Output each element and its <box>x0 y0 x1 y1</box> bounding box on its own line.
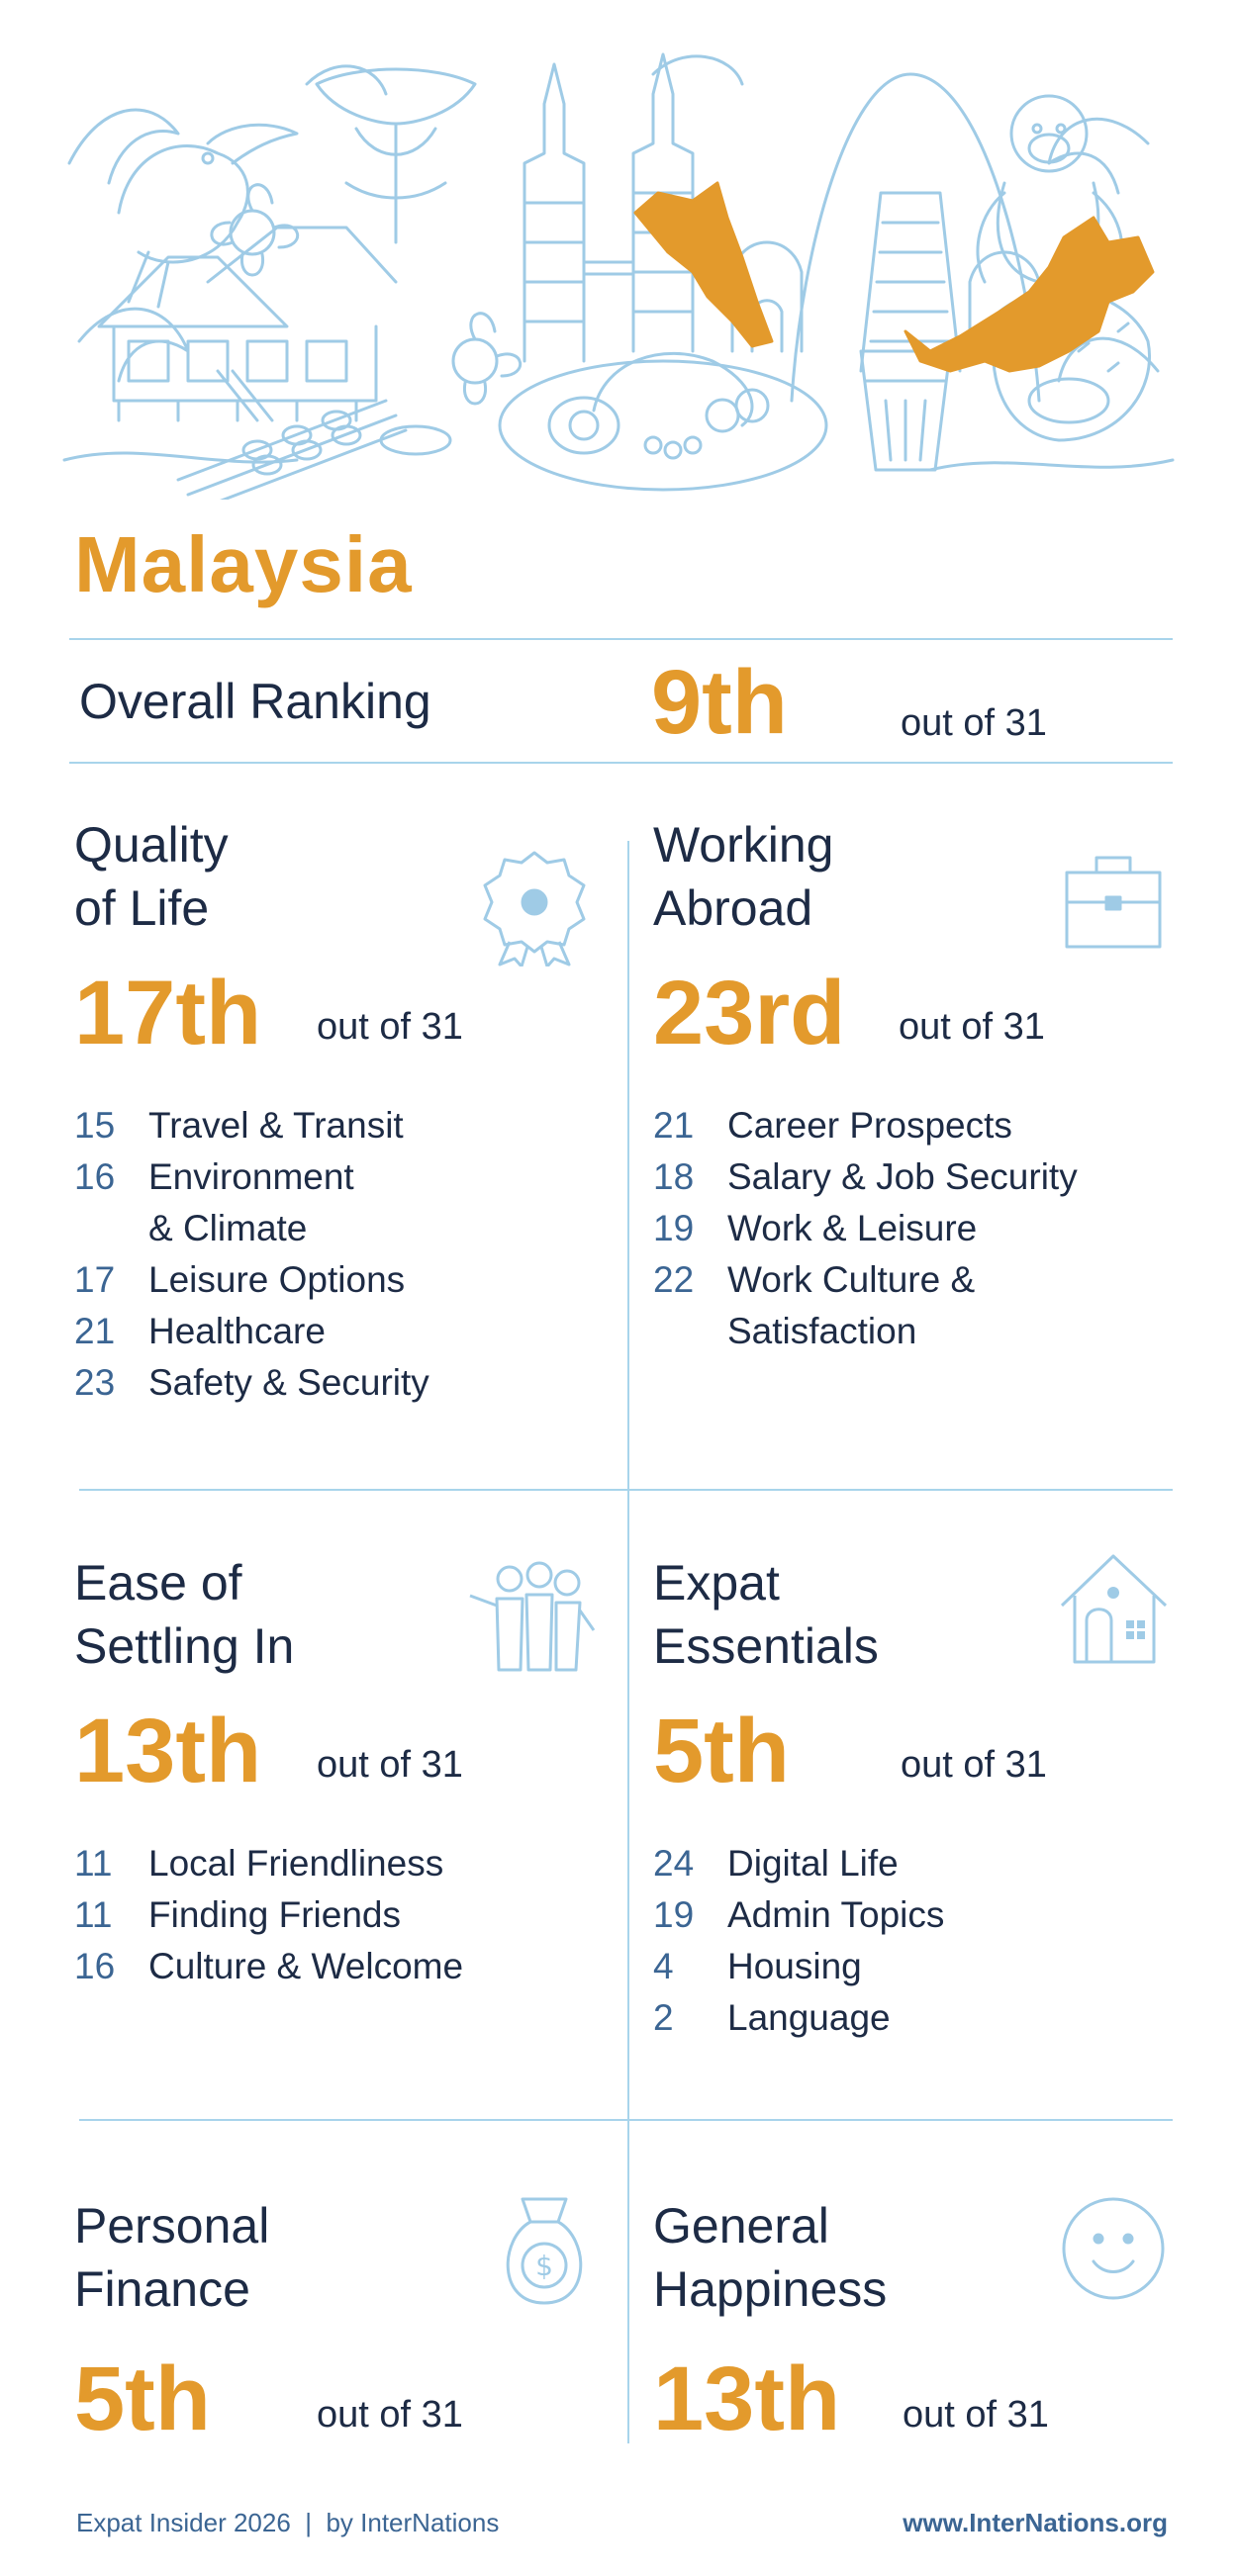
award-badge-icon <box>480 848 589 971</box>
footer-source: Expat Insider 2026 | by InterNations <box>76 2508 500 2537</box>
hero-illustration <box>59 45 1178 500</box>
panel-title: Personal Finance <box>74 2198 270 2317</box>
panel-rank: 13th <box>653 2348 841 2449</box>
subcategory-list <box>653 1100 1078 1357</box>
panel-rank: 23rd <box>653 963 846 1063</box>
subcategory-list <box>653 1838 944 2044</box>
panel-rank: 17th <box>74 963 262 1063</box>
list-item: 11 Local Friendliness <box>74 1843 444 1884</box>
panel-title: Ease of Settling In <box>74 1555 295 1674</box>
nasi-lemak-plate-icon <box>500 353 826 490</box>
panel-title: Working Abroad <box>653 817 834 936</box>
subcategory-list <box>74 1100 429 1409</box>
list-item: 21 Healthcare <box>74 1311 326 1351</box>
panel-out-of: out of 31 <box>901 1744 1047 1786</box>
list-item: 4 Housing <box>653 1946 862 1986</box>
divider-row-1 <box>79 1489 1173 1491</box>
panel-quality-of-life <box>74 813 609 1446</box>
overall-ranking-out-of: out of 31 <box>901 702 1047 744</box>
briefcase-icon <box>1059 848 1168 962</box>
panel-title: General Happiness <box>653 2198 888 2317</box>
panel-out-of: out of 31 <box>903 2394 1049 2436</box>
list-item: 15 Travel & Transit <box>74 1105 404 1146</box>
subcategory-list <box>74 1838 463 1992</box>
wau-kite-icon <box>317 69 475 242</box>
footer-website-link[interactable]: www.InterNations.org <box>903 2508 1168 2537</box>
panel-out-of: out of 31 <box>317 1744 463 1786</box>
list-item: 2 Language <box>653 1997 891 2038</box>
country-title: Malaysia <box>74 520 413 608</box>
people-group-icon <box>465 1561 599 1680</box>
overall-ranking-label: Overall Ranking <box>79 674 431 729</box>
list-item: 11 Finding Friends <box>74 1894 402 1935</box>
panel-title: Expat Essentials <box>653 1555 879 1674</box>
panel-ease-of-settling-in <box>74 1551 609 2085</box>
list-item: 16 Environment & Climate <box>74 1156 354 1248</box>
panel-working-abroad <box>653 813 1178 1446</box>
list-item: 23 Safety & Security <box>74 1362 429 1403</box>
panel-out-of: out of 31 <box>317 1006 463 1048</box>
panel-rank: 13th <box>74 1701 262 1801</box>
panel-expat-essentials <box>653 1551 1178 2085</box>
panel-out-of: out of 31 <box>317 2394 463 2436</box>
list-item: 19 Work & Leisure <box>653 1208 978 1248</box>
svg-text:$: $ <box>535 2250 553 2282</box>
list-item: 21 Career Prospects <box>653 1105 1012 1146</box>
panel-out-of: out of 31 <box>899 1006 1045 1048</box>
satay-skewer-icon <box>178 401 450 500</box>
panel-personal-finance <box>74 2194 609 2461</box>
list-item: 19 Admin Topics <box>653 1894 945 1935</box>
panel-rank: 5th <box>74 2348 211 2449</box>
panel-title: Quality of Life <box>74 817 229 936</box>
list-item: 18 Salary & Job Security <box>653 1156 1078 1197</box>
panel-rank: 5th <box>653 1701 790 1801</box>
smiley-face-icon <box>1059 2194 1168 2308</box>
house-icon <box>1057 1551 1171 1675</box>
divider-row-2 <box>79 2119 1173 2121</box>
panel-general-happiness <box>653 2194 1178 2461</box>
overall-ranking-value: 9th <box>651 652 788 753</box>
money-bag-icon <box>495 2194 594 2313</box>
list-item: 17 Leisure Options <box>74 1259 406 1300</box>
list-item: 22 Work Culture & Satisfaction <box>653 1259 976 1351</box>
divider-vertical <box>627 841 629 2443</box>
list-item: 16 Culture & Welcome <box>74 1946 464 1986</box>
divider-top <box>69 638 1173 640</box>
teh-tarik-glass-icon <box>861 351 950 470</box>
hibiscus-flower-icon <box>212 185 521 404</box>
divider-overall <box>69 762 1173 764</box>
list-item: 24 Digital Life <box>653 1843 899 1884</box>
